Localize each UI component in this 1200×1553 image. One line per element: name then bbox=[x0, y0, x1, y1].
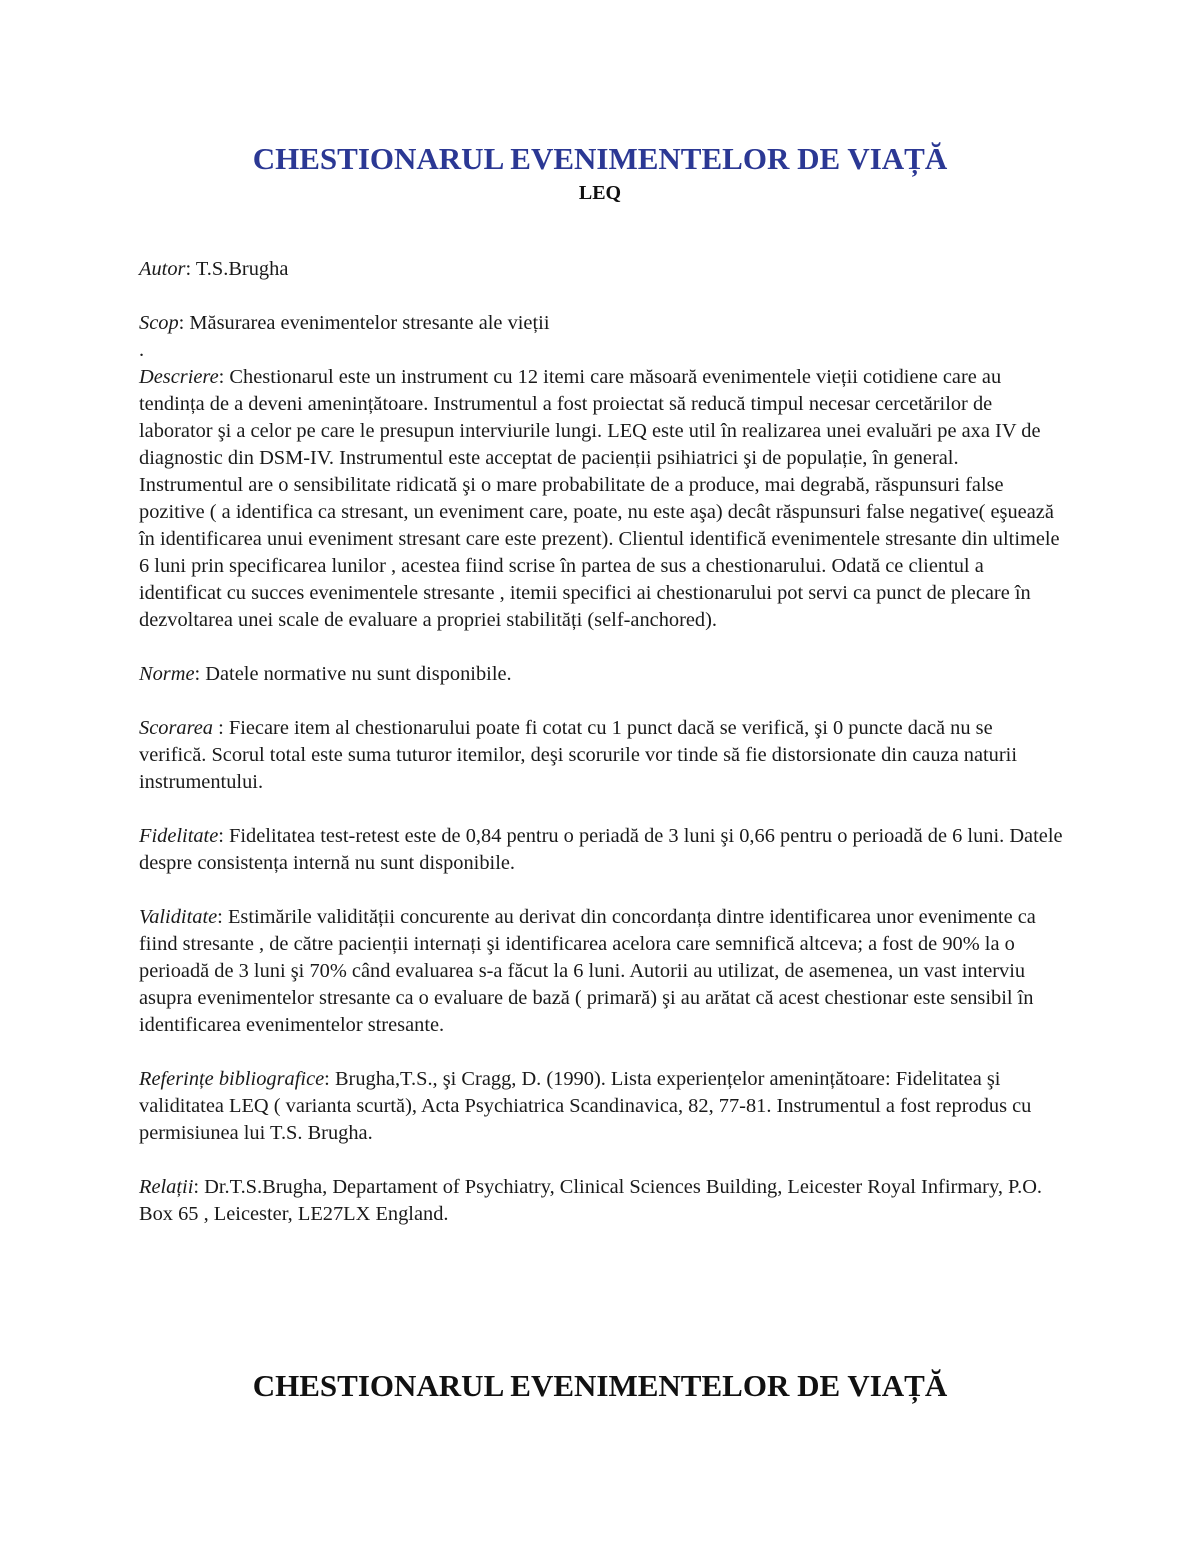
section-text: Dr.T.S.Brugha, Departament of Psychiatry, Clinical Sciences Building, Leicester Royal Infirmary, P.O. Box 65 , Leicester, LE27LX England. bbox=[139, 1176, 1043, 1225]
section-autor: Autor: T.S.Brugha bbox=[139, 258, 289, 280]
document-title: CHESTIONARUL EVENIMENTELOR DE VIAȚĂ bbox=[252, 141, 948, 176]
section-label: Fidelitate bbox=[139, 825, 219, 847]
section-label: Scop bbox=[139, 312, 179, 334]
stray-dot: . bbox=[139, 339, 145, 361]
section-text: Brugha,T.S., şi Cragg, D. (1990). Lista experiențelor amenințătoare: Fidelitatea şi validitatea LEQ ( varianta scurtă), Acta Psychiatrica Scandinavica, 82, 77-81. Instrumentul a fost reprodus cu permisiunea lui T.S. Brugha. bbox=[139, 1068, 1032, 1144]
section-relatii: Relații: Dr.T.S.Brugha, Departament of Psychiatry, Clinical Sciences Building, Leicester Royal Infirmary, P.O. Box 65 , Leicester, LE27LX England. bbox=[139, 1176, 1043, 1225]
document-subtitle: LEQ bbox=[578, 182, 622, 204]
footer-title: CHESTIONARUL EVENIMENTELOR DE VIAȚĂ bbox=[252, 1368, 948, 1403]
section-label: Validitate bbox=[139, 906, 218, 928]
document-body bbox=[139, 256, 1064, 1255]
section-label: Norme bbox=[139, 663, 195, 685]
section-scorarea: Scorarea : Fiecare item al chestionarului poate fi cotat cu 1 punct dacă se verifică, şi 0 puncte dacă nu se verifică. Scorul total este suma tuturor itemilor, deşi scorurile vor tinde să fie distorsionate din cauza naturii instrumentului. bbox=[139, 717, 1017, 793]
section-text: Chestionarul este un instrument cu 12 itemi care măsoară evenimentele vieții cotidiene care au tendința de a deveni amenințătoare. Instrumentul a fost proiectat să reducă timpul necesar cercetărilor de laborator şi a celor pe care le presupun interviurile lungi. LEQ este util în realizarea unei evaluări pe axa IV de diagnostic din DSM-IV. Instrumentul este acceptat de pacienții psihiatrici şi de populație, în general. Instrumentul are o sensibilitate ridicată şi o mare probabilitate de a produce, mai degrabă, răspunsuri false pozitive ( a identifica ca stresant, un eveniment care, poate, nu este aşa) decât răspunsuri false negative( eşuează în identificarea unui eveniment stresant care este prezent). Clientul identifică evenimentele stresante din ultimele 6 luni prin specificarea lunilor , acestea fiind scrise în partea de sus a chestionarului. Odată ce clientul a identificat cu succes evenimentele stresante , itemii specifici ai chestionarului pot servi ca punct de plecare în dezvoltarea unei scale de evaluare a propriei stabilități (self-anchored). bbox=[139, 366, 1060, 631]
section-text: Datele normative nu sunt disponibile. bbox=[205, 663, 512, 685]
section-text: Estimările validității concurente au derivat din concordanța dintre identificarea unor evenimente ca fiind stresante , de către pacienții internați şi identificarea acelora care semnifică altceva; a fost de 90% la o perioadă de 3 luni şi 70% când evaluarea s-a făcut la 6 luni. Autorii au utilizat, de asemenea, un vast interviu asupra evenimentelor stresante ca o evaluare de bază ( primară) şi au arătat că acest chestionar este sensibil în identificarea evenimentelor stresante. bbox=[139, 906, 1036, 1036]
section-validitate: Validitate: Estimările validității concurente au derivat din concordanța dintre identificarea unor evenimente ca fiind stresante , de către pacienții internați şi identificarea acelora care semnifică altceva; a fost de 90% la o perioadă de 3 luni şi 70% când evaluarea s-a făcut la 6 luni. Autorii au utilizat, de asemenea, un vast interviu asupra evenimentelor stresante ca o evaluare de bază ( primară) şi au arătat că acest chestionar este sensibil în identificarea evenimentelor stresante. bbox=[139, 906, 1036, 1036]
section-label: Autor bbox=[139, 258, 186, 280]
section-scop: Scop: Măsurarea evenimentelor stresante ale vieții bbox=[139, 312, 550, 334]
section-norme: Norme: Datele normative nu sunt disponibile. bbox=[139, 663, 512, 685]
section-text: Fiecare item al chestionarului poate fi cotat cu 1 punct dacă se verifică, şi 0 puncte dacă nu se verifică. Scorul total este suma tuturor itemilor, deşi scorurile vor tinde să fie distorsionate din cauza naturii instrumentului. bbox=[139, 717, 1017, 793]
section-label: Descriere bbox=[139, 366, 219, 388]
section-descriere: Descriere: Chestionarul este un instrument cu 12 itemi care măsoară evenimentele vieții cotidiene care au tendința de a deveni amenințătoare. Instrumentul a fost proiectat să reducă timpul necesar cercetărilor de laborator şi a celor pe care le presupun interviurile lungi. LEQ este util în realizarea unei evaluări pe axa IV de diagnostic din DSM-IV. Instrumentul este acceptat de pacienții psihiatrici şi de populație, în general. Instrumentul are o sensibilitate ridicată şi o mare probabilitate de a produce, mai degrabă, răspunsuri false pozitive ( a identifica ca stresant, un eveniment care, poate, nu este aşa) decât răspunsuri false negative( eşuează în identificarea unui eveniment stresant care este prezent). Clientul identifică evenimentele stresante din ultimele 6 luni prin specificarea lunilor , acestea fiind scrise în partea de sus a chestionarului. Odată ce clientul a identificat cu succes evenimentele stresante , itemii specifici ai chestionarului pot servi ca punct de plecare în dezvoltarea unei scale de evaluare a propriei stabilități (self-anchored). bbox=[139, 366, 1060, 631]
section-label: Referințe bibliografice bbox=[139, 1068, 325, 1090]
section-text: Măsurarea evenimentelor stresante ale vieții bbox=[189, 312, 550, 334]
section-referinte: Referințe bibliografice: Brugha,T.S., şi Cragg, D. (1990). Lista experiențelor amenințătoare: Fidelitatea şi validitatea LEQ ( varianta scurtă), Acta Psychiatrica Scandinavica, 82, 77-81. Instrumentul a fost reprodus cu permisiunea lui T.S. Brugha. bbox=[139, 1068, 1032, 1144]
section-fidelitate: Fidelitate: Fidelitatea test-retest este de 0,84 pentru o periadă de 3 luni şi 0,66 pentru o perioadă de 6 luni. Datele despre consistența internă nu sunt disponibile. bbox=[139, 825, 1063, 874]
section-text: Fidelitatea test-retest este de 0,84 pentru o periadă de 3 luni şi 0,66 pentru o perioadă de 6 luni. Datele despre consistența internă nu sunt disponibile. bbox=[139, 825, 1063, 874]
section-label: Scorarea bbox=[139, 717, 213, 739]
section-text: T.S.Brugha bbox=[195, 258, 289, 280]
section-label: Relații bbox=[139, 1176, 194, 1198]
